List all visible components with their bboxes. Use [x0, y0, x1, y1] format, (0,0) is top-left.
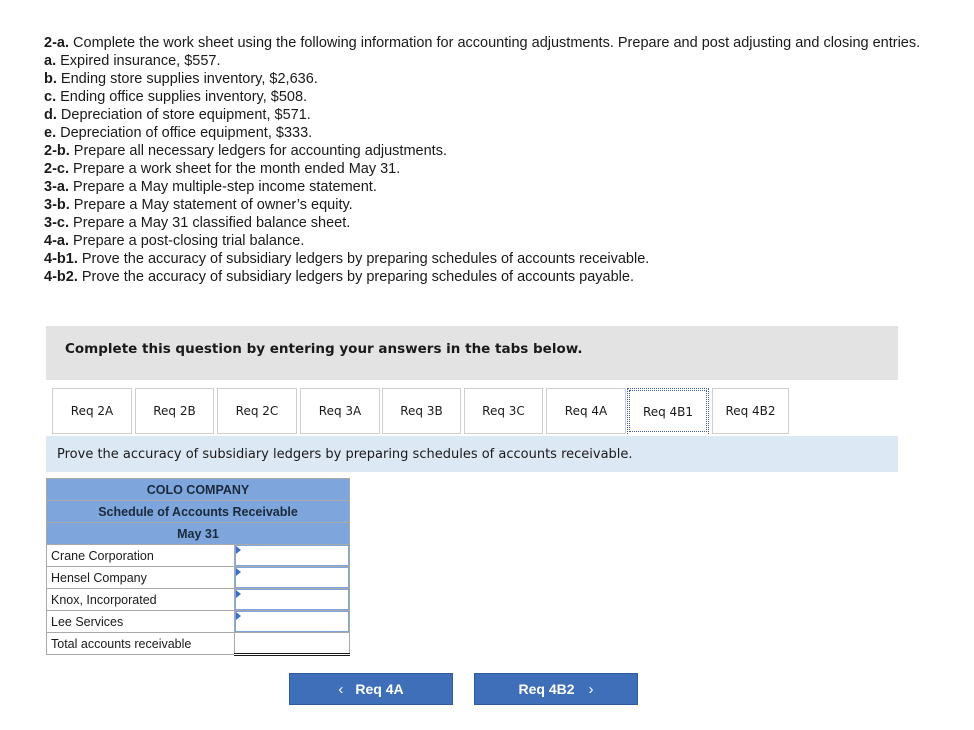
banner-text: Complete this question by entering your answers in the tabs below. — [65, 341, 583, 357]
instructions — [44, 34, 954, 286]
indicator-triangle-icon — [236, 568, 241, 576]
tab-req-2b[interactable]: Req 2B — [135, 388, 214, 434]
instructions-banner — [46, 326, 898, 380]
row-label: Hensel Company — [47, 567, 235, 589]
amount-input[interactable] — [235, 611, 349, 632]
schedule-header-date — [47, 523, 350, 545]
indicator-triangle-icon — [236, 546, 241, 554]
total-label: Total accounts receivable — [47, 633, 235, 655]
instruction-line: 2-a. Complete the work sheet using the following information for accounting adjustments. Prepare and post adjusting and closing entries. — [44, 35, 921, 51]
instruction-line: 3-c. Prepare a May 31 classified balance sheet. — [44, 215, 351, 231]
question-prompt — [46, 436, 898, 472]
amount-input[interactable] — [235, 545, 349, 566]
instruction-line: b. Ending store supplies inventory, $2,636. — [44, 71, 318, 87]
tab-req-2c[interactable]: Req 2C — [217, 388, 297, 434]
tab-req-4b2[interactable]: Req 4B2 — [712, 388, 789, 434]
instruction-line: 4-b1. Prove the accuracy of subsidiary ledgers by preparing schedules of accounts receivable. — [44, 251, 650, 267]
tab-req-3b[interactable]: Req 3B — [382, 388, 461, 434]
tab-req-4a[interactable]: Req 4A — [546, 388, 626, 434]
schedule-date: May 31 — [47, 523, 350, 545]
schedule-title: Schedule of Accounts Receivable — [47, 501, 350, 523]
instruction-line: d. Depreciation of store equipment, $571. — [44, 107, 311, 123]
prev-req-button[interactable] — [289, 673, 453, 705]
chevron-right-icon: › — [588, 680, 594, 698]
table-row — [47, 589, 350, 611]
prompt-text: Prove the accuracy of subsidiary ledgers by preparing schedules of accounts receivable. — [57, 447, 633, 462]
schedule-table — [46, 478, 350, 656]
tab-req-3a[interactable]: Req 3A — [300, 388, 380, 434]
amount-input[interactable] — [235, 567, 349, 588]
instruction-line: 4-a. Prepare a post-closing trial balance. — [44, 233, 305, 249]
indicator-triangle-icon — [236, 590, 241, 598]
chevron-left-icon: ‹ — [338, 680, 344, 698]
total-amount — [235, 633, 350, 655]
row-label: Knox, Incorporated — [47, 589, 235, 611]
instruction-line: 3-b. Prepare a May statement of owner’s equity. — [44, 197, 353, 213]
tab-req-2a[interactable]: Req 2A — [52, 388, 132, 434]
company-name: COLO COMPANY — [47, 479, 350, 501]
amount-cell — [235, 545, 350, 567]
instruction-line: 3-a. Prepare a May multiple-step income statement. — [44, 179, 377, 195]
instruction-line: e. Depreciation of office equipment, $333. — [44, 125, 313, 141]
schedule-header-title — [47, 501, 350, 523]
tab-req-3c[interactable]: Req 3C — [464, 388, 543, 434]
table-row — [47, 611, 350, 633]
table-row — [47, 545, 350, 567]
amount-input[interactable] — [235, 589, 349, 610]
instruction-line: c. Ending office supplies inventory, $508. — [44, 89, 308, 105]
instruction-line: 4-b2. Prove the accuracy of subsidiary ledgers by preparing schedules of accounts payable. — [44, 269, 634, 285]
amount-cell — [235, 611, 350, 633]
total-row — [47, 633, 350, 655]
prev-req-label: Req 4A — [355, 681, 404, 697]
schedule-header-company — [47, 479, 350, 501]
tab-req-4b1[interactable]: Req 4B1 — [627, 388, 709, 434]
instruction-line: a. Expired insurance, $557. — [44, 53, 221, 69]
indicator-triangle-icon — [236, 612, 241, 620]
table-row — [47, 567, 350, 589]
row-label: Lee Services — [47, 611, 235, 633]
next-req-button[interactable] — [474, 673, 638, 705]
instruction-line: 2-b. Prepare all necessary ledgers for accounting adjustments. — [44, 143, 447, 159]
next-req-label: Req 4B2 — [518, 681, 575, 697]
row-label: Crane Corporation — [47, 545, 235, 567]
amount-cell — [235, 589, 350, 611]
amount-cell — [235, 567, 350, 589]
instruction-line: 2-c. Prepare a work sheet for the month ended May 31. — [44, 161, 401, 177]
